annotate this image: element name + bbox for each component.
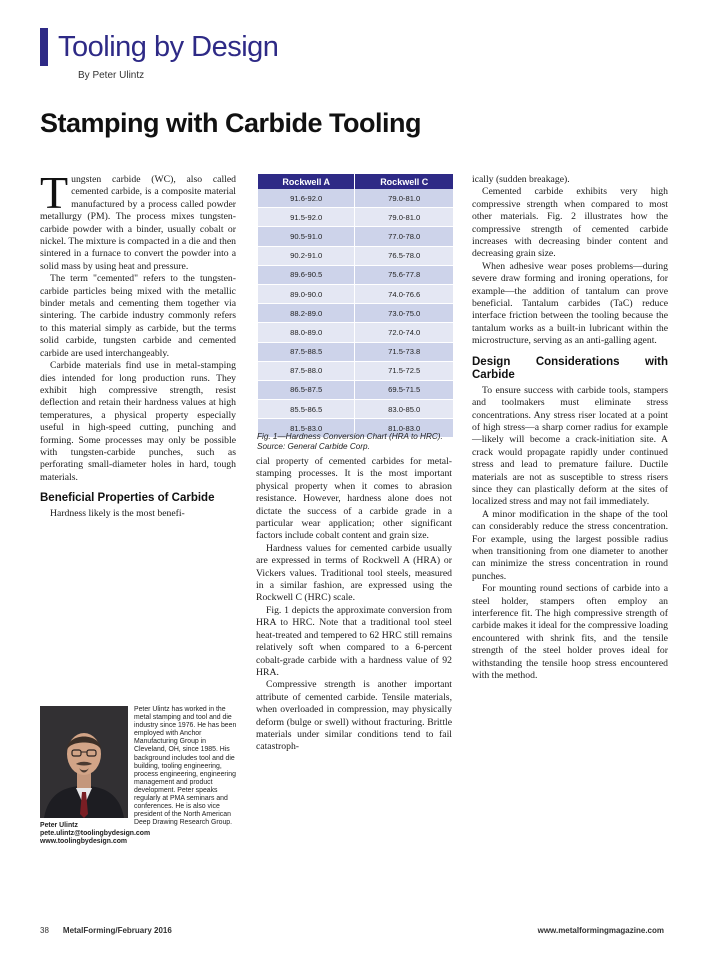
paragraph: Fig. 1 depicts the approximate conversion from HRA to HRC. Note that a traditional tool steel heat-treated and tempered to 62 HRC still remains relatively soft when compared to a 6-percent cobalt-grade carbide with a hardness value of 92 HRA. (256, 604, 452, 678)
table-cell: 88.2-89.0 (258, 304, 355, 323)
byline: By Peter Ulintz (78, 70, 145, 81)
table-cell: 69.5-71.5 (355, 380, 454, 399)
table-row (258, 189, 454, 208)
table-cell: 72.0-74.0 (355, 323, 454, 342)
table-row (258, 227, 454, 246)
table-cell: 79.0-81.0 (355, 208, 454, 227)
column-title: Tooling by Design (58, 31, 279, 63)
page-footer-right (538, 926, 664, 935)
table-cell: 87.5-88.0 (258, 361, 355, 380)
table-row (258, 246, 454, 265)
author-contact (40, 822, 238, 846)
table-row (258, 208, 454, 227)
table-cell: 81.5-83.0 (258, 419, 355, 438)
article-column-1 (40, 167, 236, 521)
table-cell: 90.5-91.0 (258, 227, 355, 246)
subheading: Beneficial Properties of Carbide (40, 492, 215, 505)
column-accent-bar (40, 28, 48, 66)
table-header-cell: Rockwell A (258, 174, 355, 189)
paragraph: A minor modification in the shape of the tool can considerably reduce the stress concentration. For example, using the largest possible radius when transitioning from one diameter to another can minimize the stress concentration in round punches. (472, 508, 668, 582)
table-cell: 89.0-90.0 (258, 284, 355, 303)
table-cell: 85.5-86.5 (258, 400, 355, 419)
paragraph: Carbide materials find use in metal-stamping dies intended for long production runs. They exhibit high compressive strength, resist deflection and retain their hardness values at high temperatures, a physical property especially useful in high-speed cutting, punching and forming. Some processes may only be possible with tungsten-carbide punches, such as perforating small-diameter holes in hard, tough materials. (40, 360, 236, 483)
paragraph: Cemented carbide exhibits very high compressive strength when compared to most other materials. Fig. 2 illustrates how the compressive strength of cemented carbide increases with decreasing binder content and decreasing grain size. (472, 186, 668, 260)
table-cell: 76.5-78.0 (355, 246, 454, 265)
author-website[interactable]: www.toolingbydesign.com (40, 838, 128, 846)
table-cell: 91.6-92.0 (258, 189, 355, 208)
article-column-2 (256, 456, 452, 754)
author-name: Peter Ulintz (40, 822, 78, 829)
author-bio: Peter Ulintz has worked in the metal stamping and tool and die industry since 1976. He has been employed with Anchor Manufacturing Group in Cleveland, OH, since 1985. His background includes tool and die building, tooling engineering, process engineering, engineering management and product development. Peter speaks regularly at PMA seminars and conferences. He is also vice president of the North American Deep Drawing Research Group. (134, 706, 237, 827)
table-row (258, 380, 454, 399)
table-cell: 91.5-92.0 (258, 208, 355, 227)
table-header-row (258, 174, 454, 189)
paragraph: For mounting round sections of carbide into a steel holder, stampers often employ an interference fit. The high compressive strength of carbide makes it ideal for the compressive loading encountered with shrink fits, and the tensile strength of the steel holder proves ideal for withstanding the tensile hoop stress encountered with the method. (472, 583, 668, 682)
table-cell: 79.0-81.0 (355, 189, 454, 208)
table-cell: 74.0-76.6 (355, 284, 454, 303)
table-cell: 90.2-91.0 (258, 246, 355, 265)
footer-website-link[interactable]: www.metalformingmagazine.com (537, 926, 664, 935)
paragraph: Hardness values for cemented carbide usually are expressed in terms of Rockwell A (HRA) or Vickers values. Traditional tool steels, measured in a similar fashion, are expressed using the Rockwell C (HRC) scale. (256, 542, 452, 604)
author-photo (40, 706, 128, 818)
table-cell: 83.0-85.0 (355, 400, 454, 419)
article-headline: Stamping with Carbide Tooling (40, 108, 421, 138)
table-cell: 81.0-83.0 (355, 419, 454, 438)
table-row (258, 265, 454, 284)
table-row (258, 323, 454, 342)
figure-caption: Fig. 1—Hardness Conversion Chart (HRA to HRC). Source: General Carbide Corp. (257, 432, 443, 451)
paragraph: The term "cemented" refers to the tungsten-carbide particles being mixed with the metallic binder metals and cementing them together via sintering. The carbide industry commonly refers to this material simply as carbide, but the terms solid carbide, tungsten carbide and cemented carbide are used interchangeably. (40, 273, 236, 359)
drop-cap: T (40, 167, 69, 218)
article-column-3 (472, 174, 668, 682)
paragraph: Hardness likely is the most benefi- (50, 508, 185, 520)
table-cell: 71.5-73.8 (355, 342, 454, 361)
table-row (258, 342, 454, 361)
table-row (258, 361, 454, 380)
paragraph: To ensure success with carbide tools, stampers and toolmakers must eliminate stress concentrations. Any stress riser located at a point of high stress—a sharp corner radius for example—likely will become a crack-initiation site. A crack would propagate rapidly under continued stress and lead to premature failure. Ductile materials are not as susceptible to stress risers since they can plastically deform at the sites of localized stress and may not fail immediately. (472, 384, 668, 508)
table-cell: 77.0-78.0 (355, 227, 454, 246)
table-cell: 87.5-88.5 (258, 342, 355, 361)
paragraph: cial property of cemented carbides for metal-stamping processes. It is the most important physical property when it comes to abrasion resistance. However, hardness alone does not dictate the success of a carbide grade in a particular wear application; other significant factors include cobalt content and grain size. (256, 456, 452, 542)
table-cell: 75.6-77.8 (355, 265, 454, 284)
table-row (258, 400, 454, 419)
paragraph: When adhesive wear poses problems—during severe draw forming and ironing operations, for example—the addition of tantalum can prove beneficial. Tantalum carbides (TaC) reduce interface friction between the tooling because the tantalum works as a built-in lubricant within the microstructure, serving as an anti-galling agent. (472, 260, 668, 347)
table-cell: 88.0-89.0 (258, 323, 355, 342)
author-email[interactable]: pete.ulintz@toolingbydesign.com (40, 830, 151, 838)
author-portrait-image (40, 706, 128, 818)
table-row (258, 304, 454, 323)
paragraph: Tungsten carbide (WC), also called cemented carbide, is a composite material manufactured by a process called powder metallurgy (PM). The process mixes tungsten-carbide powder with a binder, usually cobalt or nickel. The mixture is compacted in a die and then sintered in a furnace to convert the powder into a solid mass by using heat and pressure. (40, 167, 236, 272)
page-number: 38 (40, 926, 49, 935)
table-cell: 89.6-90.5 (258, 265, 355, 284)
issue-label: MetalForming/February 2016 (62, 926, 172, 935)
table-cell: 73.0-75.0 (355, 304, 454, 323)
table-header-cell: Rockwell C (355, 174, 454, 189)
table-cell: 71.5-72.5 (355, 361, 454, 380)
subheading: Design Considerations with Carbide (472, 355, 668, 381)
table-row (258, 284, 454, 303)
hardness-conversion-table (258, 174, 454, 438)
paragraph: Compressive strength is another important attribute of cemented carbide. Tensile materials, when overloaded in compression, may physically deform (bulge or swell) without fracturing. Brittle materials under similar conditions tend to fail catastroph- (256, 679, 452, 753)
page-footer-left (40, 926, 172, 935)
table-cell: 86.5-87.5 (258, 380, 355, 399)
paragraph: ically (sudden breakage). (472, 174, 570, 185)
